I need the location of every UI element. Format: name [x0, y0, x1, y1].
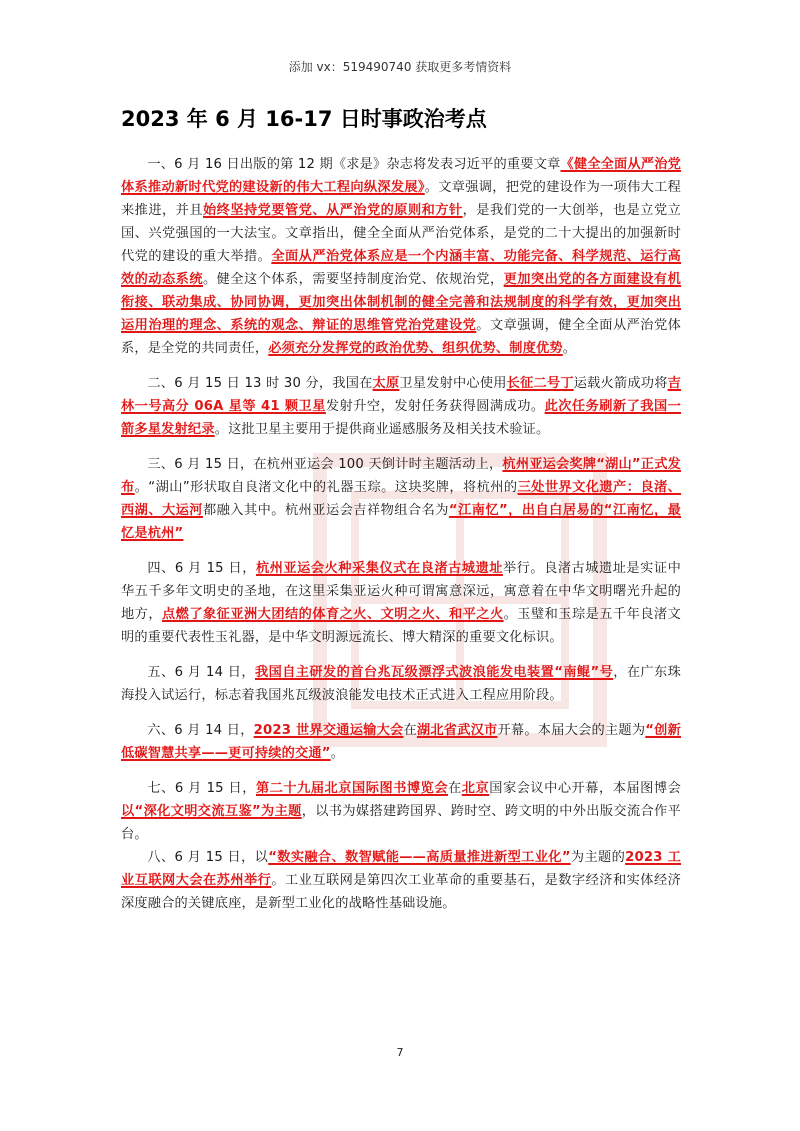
highlight-text: 太原 — [372, 376, 400, 391]
body-text: 。工业互联网是第四次工业革命的重要基石，是数字经济和实体经济深度融合的关键底座，是新型工业化的战略性基础设施。 — [121, 873, 682, 911]
body-text: 五、6 月 14 日， — [147, 665, 255, 680]
highlight-text: 始终坚持党要管党、从严治党的原则和方针 — [203, 203, 463, 218]
news-item-1 — [121, 153, 681, 360]
body-text: 。 — [562, 341, 577, 356]
header-note: 添加 vx：519490740 获取更多考情资料 — [288, 60, 512, 74]
highlight-text: 湖北省武汉市 — [416, 723, 498, 738]
body-text: 八、6 月 15 日，以 — [147, 850, 269, 865]
highlight-text: 北京 — [461, 781, 490, 796]
highlight-text: 《健全全面从严治党体系推动新时代党的建设新的伟大工程向纵深发展》 — [121, 157, 681, 195]
body-text: 。玉璧和玉琮是五千年良渚文明的重要代表性玉礼器，是中华文明源远流长、博大精深的重要文化标识。 — [121, 607, 681, 645]
body-text: 为主题的 — [570, 850, 626, 865]
news-item-2 — [121, 372, 681, 441]
news-item-7 — [121, 777, 681, 846]
highlight-text: 杭州亚运会奖牌“湖山”正式发布 — [121, 457, 681, 495]
highlight-text: 吉林一号高分 06A 星等 41 颗卫星 — [121, 376, 682, 414]
highlight-text: 杭州亚运会火种采集仪式在良渚古城遗址 — [255, 561, 503, 576]
highlight-text: 2023 世界交通运输大会 — [253, 723, 404, 738]
highlight-text: 此次任务刷新了我国一箭多星发射纪录 — [121, 399, 681, 437]
body-text: 发射升空，发射任务获得圆满成功。 — [325, 399, 545, 414]
page-number: 7 — [396, 1046, 404, 1059]
body-text: 二、6 月 15 日 13 时 30 分，我国在 — [147, 376, 373, 391]
news-item-4 — [121, 557, 681, 649]
body-text: 卫星发射中心使用 — [399, 376, 507, 391]
highlight-text: 全面从严治党体系应是一个内涵丰富、功能完备、科学规范、运行高效的动态系统 — [121, 249, 682, 287]
news-item-8 — [121, 846, 681, 915]
highlight-text: 以“深化文明交流互鉴”为主题 — [121, 804, 302, 819]
body-text: 国家会议中心开幕，本届图博会 — [489, 781, 681, 796]
page-title: 2023 年 6 月 16-17 日时事政治考点 — [121, 107, 487, 131]
body-text: 。文章强调，健全全面从严治党体系，是全党的共同责任， — [121, 318, 681, 356]
body-text: ，在广东珠海投入试运行，标志着我国兆瓦级波浪能发电技术正式进入工程应用阶段。 — [121, 665, 682, 703]
body-text: 七、6 月 15 日， — [147, 781, 256, 796]
highlight-text: 我国自主研发的首台兆瓦级漂浮式波浪能发电装置“南鲲”号 — [255, 665, 614, 680]
body-text: 在 — [403, 723, 417, 738]
body-text: 一、6 月 16 日出版的第 12 期《求是》杂志将发表习近平的重要文章 — [147, 157, 561, 172]
news-item-6 — [121, 719, 681, 765]
body-text: 。“湖山”形状取自良渚文化中的礼器玉琮。这块奖牌，将杭州的 — [134, 480, 518, 495]
body-text: 三、6 月 15 日，在杭州亚运会 100 天倒计时主题活动上， — [147, 457, 503, 472]
body-text: 。这批卫星主要用于提供商业遥感服务及相关技术验证。 — [214, 422, 550, 437]
highlight-text: 第二十九届北京国际图书博览会 — [255, 781, 449, 796]
highlight-text: 长征二号丁 — [506, 376, 574, 391]
highlight-text: 更加突出党的各方面建设有机衔接、联动集成、协同协调，更加突出体制机制的健全完善和法规制度的科学有效，更加突出运用治理的理念、系统的观念、辩证的思维管党治党建设党 — [121, 272, 681, 333]
body-text: ，是我们党的一大创举，也是立党立国、兴党强国的一大法宝。文章指出，健全全面从严治党体系，是党的二十大提出的加强新时代党的建设的重大举措。 — [121, 203, 681, 264]
highlight-text: 点燃了象征亚洲大团结的体育之火、文明之火、和平之火 — [162, 607, 504, 622]
highlight-text: “创新低碳智慧共享——更可持续的交通” — [121, 723, 681, 761]
body-text: 四、6 月 15 日， — [147, 561, 256, 576]
body-text: 。文章强调，把党的建设作为一项伟大工程来推进，并且 — [121, 180, 681, 218]
highlight-text: 三处世界文化遗产：良渚、西湖、大运河 — [121, 480, 682, 518]
article-body — [121, 153, 681, 915]
news-item-3 — [121, 453, 681, 545]
body-text: 开幕。本届大会的主题为 — [497, 723, 646, 738]
body-text: 运载火箭成功将 — [573, 376, 668, 391]
news-item-5 — [121, 661, 681, 707]
body-text: 举行。良渚古城遗址是实证中华五千多年文明史的圣地，在这里采集亚运火种可谓寓意深远，寓意着在中华文明曙光升起的地方， — [121, 561, 681, 622]
body-text: 在 — [448, 781, 462, 796]
body-text: 。 — [330, 746, 345, 761]
highlight-text: “数实融合、数智赋能——高质量推进新型工业化” — [268, 850, 571, 865]
highlight-text: 2023 工业互联网大会在苏州举行 — [121, 850, 681, 888]
body-text: ，以书为媒搭建跨国界、跨时空、跨文明的中外出版交流合作平台。 — [121, 804, 681, 842]
body-text: 六、6 月 14 日， — [147, 723, 254, 738]
body-text: 。健全这个体系，需要坚持制度治党、依规治党， — [203, 272, 504, 287]
highlight-text: 必须充分发挥党的政治优势、组织优势、制度优势 — [268, 341, 563, 356]
highlight-text: “江南忆”，出自白居易的“江南忆，最忆是杭州” — [121, 503, 681, 541]
body-text: 都融入其中。杭州亚运会吉祥物组合名为 — [202, 503, 449, 518]
